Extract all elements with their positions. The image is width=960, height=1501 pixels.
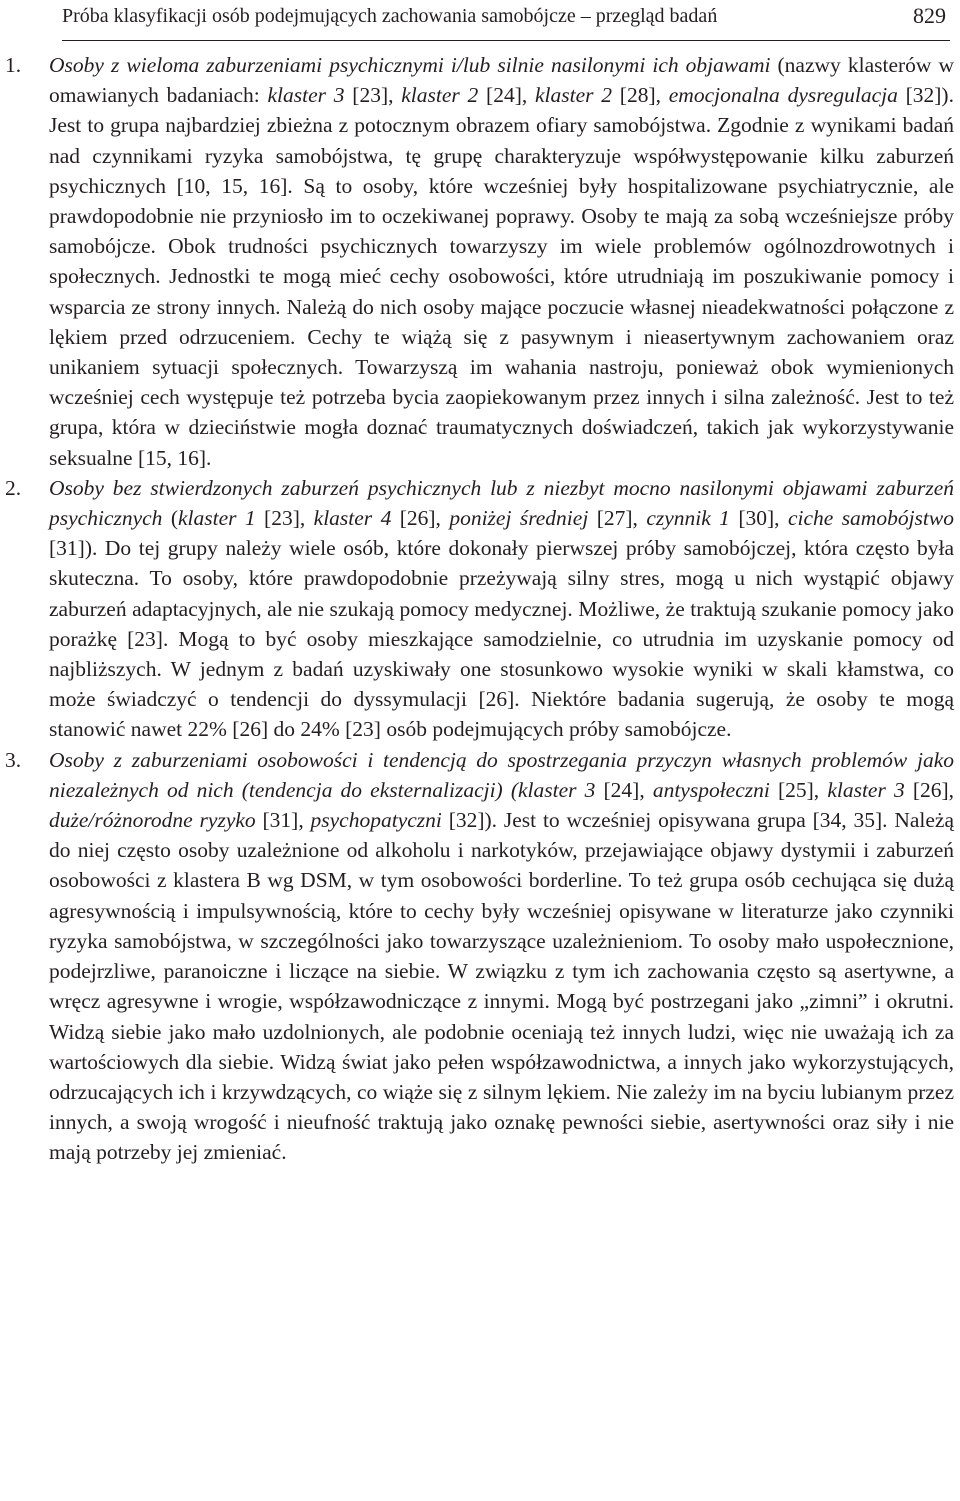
page-header [62,0,950,41]
italic-text-run: antyspołeczni [652,777,770,802]
text-run: [23], [255,506,314,531]
italic-text-run: klaster 1 [177,506,256,531]
italic-text-run: klaster 3 [267,83,345,108]
text-run: [24], [595,777,653,802]
italic-text-run: czynnik 1 [646,506,730,531]
italic-text-run: emocjonalna dysregulacja [668,83,898,108]
text-run: [23], [344,83,402,108]
list-number: 2. [5,475,22,500]
list-number: 3. [5,747,22,772]
text-run: [31]). Do tej grupy należy wiele osób, które dokonały pierwszej próby samobójczej, która często była skuteczna. To osoby, które prawdopodobnie przeżywają silny stres, mogą u nich wystąpić objawy zaburzeń adaptacyjnych, ale nie szukają pomocy medycznej. Możliwe, że traktują szukanie pomocy jako porażkę [23]. Mogą to być osoby mieszkające samodzielnie, co utrudnia im uzyskanie pomocy od najbliższych. W jednym z badań uzyskiwały one stosunkowo wysokie wyniki w skali kłamstwa, co może świadczyć o tendencji do dyssymulacji [26]. Niektóre badania sugerują, że osoby te mogą stanowić nawet 22% [26] do 24% [23] osób podejmujących próby samobójcze. [49,536,954,742]
text-run: [31], [255,808,311,833]
list-item-2 [0,473,960,745]
italic-text-run: klaster 4 [313,506,392,531]
italic-text-run: Osoby bez stwierdzonych zaburzeń psychicznych lub z niezbyt mocno nasilonymi objawami zaburzeń psychicznych [49,475,954,531]
main-content [0,50,960,1168]
italic-text-run: poniżej średniej [449,506,589,531]
list-number: 1. [5,53,22,77]
text-run: [32]). Jest to grupa najbardziej zbieżna z potocznym obrazem ofiary samobójstwa. Zgodnie z wynikami badań nad czynnikami ryzyka samobójstwa, tę grupę charakteryzuje współwystępowanie kilku zaburzeń psychicznych [10, 15, 16]. Są to osoby, które wcześniej były hospitalizowane psychiatrycznie, ale prawdopodobnie nie przyniosło im to oczekiwanej poprawy. Osoby te mają za sobą wcześniejsze próby samobójcze. Obok trudności psychicznych towarzyszy im wiele problemów ogólnozdrowotnych i społecznych. Jednostki te mogą mieć cechy osobowości, które utrudniają im poszukiwanie pomocy i wsparcia ze strony innych. Należą do nich osoby mające poczucie własnej nieadekwatności połączone z lękiem przed odrzuceniem. Cechy te wiążą się z pasywnym i nieasertywnym zachowaniem oraz unikaniem sytuacji społecznych. Towarzyszą im wahania nastroju, ponieważ obok wymienionych wcześniej cech występuje też potrzeba bycia zaopiekowanym przez innych i silna zależność. Jest to też grupa, która w dzieciństwie mogła doznać traumatycznych doświadczeń, takich jak wykorzystywanie seksualne [15, 16]. [49,83,954,470]
text-run: (nazwy klasterów w omawianych badaniach: [49,53,954,108]
text-run: [30], [729,506,788,531]
list-item-3 [0,745,960,1168]
text-run: [28], [612,83,669,108]
list-item-1 [0,50,960,473]
text-run: [27], [588,506,647,531]
running-title: Próba klasyfikacji osób podejmujących zachowania samobójcze – przegląd badań [62,5,718,27]
italic-text-run: klaster 3 [827,777,905,802]
text-run: [24], [478,83,535,108]
list-item-text [49,473,954,745]
italic-text-run: psychopatyczni [310,808,442,833]
italic-text-run: klaster 2 [401,83,479,108]
text-run: [26], [391,506,450,531]
italic-text-run: Osoby z wieloma zaburzeniami psychicznymi i/lub silnie nasilonymi ich objawami [49,53,771,77]
page-number: 829 [913,3,946,28]
italic-text-run: duże/różnorodne ryzyko [49,808,256,833]
italic-text-run: ciche samobójstwo [787,506,954,531]
text-run: [25], [769,777,828,802]
text-run: [32]). Jest to wcześniej opisywana grupa [34, 35]. Należą do niej często osoby uzależnione od alkoholu i narkotyków, przejawiające objawy dystymii i zaburzeń osobowości z klastera B wg DSM, w tym osobowości borderline. To też grupa osób cechująca się dużą agresywnością i impulsywnością, które to cechy były wcześniej opisywane w literaturze jako czynniki ryzyka samobójstwa, w szczególności jako towarzyszące uzależnieniom. To osoby mało uspołecznione, podejrzliwe, paranoiczne i liczące na siebie. W związku z tym ich zachowania często są asertywne, a wręcz agresywne i wrogie, współzawodniczące z innymi. Mogą być postrzegani jako „zimni” i okrutni. Widzą siebie jako mało uzdolnionych, ale podobnie oceniają też innych ludzi, więc nie uważają ich za wartościowych dla siebie. Widzą świat jako pełen współzawodnictwa, a innych jako wykorzystujących, odrzucających ich i krzywdzących, co wiąże się z silnym lękiem. Nie zależy im na byciu lubianym przez innych, a swoją wrogość i nieufność traktują jako oznakę pewności siebie, asertywności oraz siły i nie mają potrzeby jej zmieniać. [49,808,955,1165]
text-run: [26], [904,777,955,802]
italic-text-run: Osoby z zaburzeniami osobowości i tendencją do spostrzegania przyczyn własnych problemów jako niezależnych od nich (tendencja do eksternalizacji) (klaster 3 [49,747,954,802]
italic-text-run: klaster 2 [535,83,613,108]
list-item-text [49,50,954,473]
text-run: ( [162,506,178,531]
list-item-text [49,745,954,1168]
